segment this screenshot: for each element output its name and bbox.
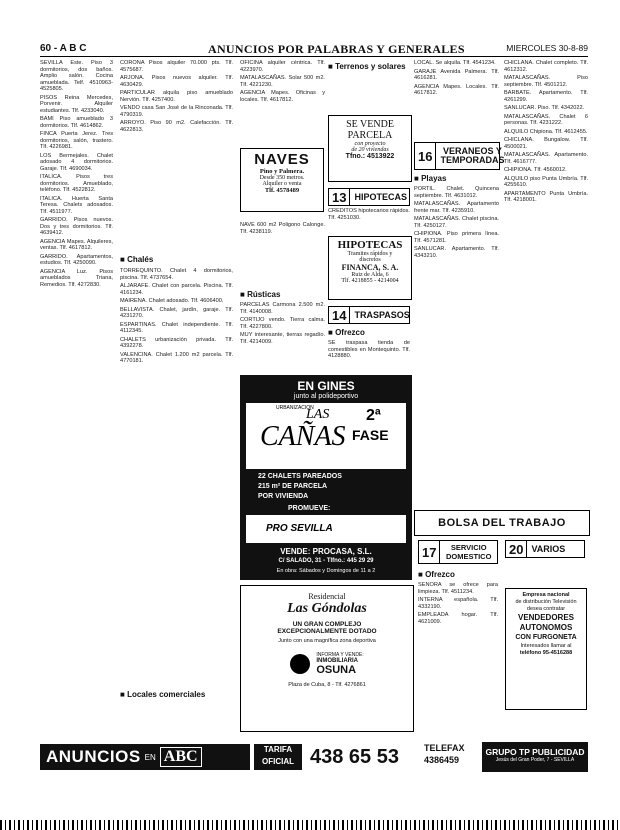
section-locales: ■ Locales comerciales	[120, 690, 206, 699]
naves-ad	[240, 148, 324, 212]
page-header	[40, 42, 588, 57]
gondolas-line: EXCEPCIONALMENTE DOTADO	[277, 628, 377, 635]
footer-tarifa: TARIFA	[263, 745, 293, 754]
classified-ad: LOCAL. Se alquila. Tlf. 4541234.	[414, 60, 496, 66]
classified-ad: BARBATE. Apartamento. Tlf. 4261299.	[504, 90, 588, 103]
column-2	[120, 60, 233, 300]
section-label: Terrenos y solares	[335, 62, 406, 71]
gondolas-line: Las Góndolas	[287, 601, 367, 616]
section-label: VERANEOS Y TEMPORADAS	[440, 146, 505, 165]
gines-line: junto al polideportivo	[293, 393, 359, 400]
anuncios-block	[40, 744, 250, 770]
classified-ad: ARROYO. Piso 90 m2. Calefacción. Tlf. 4622813.	[120, 120, 233, 133]
gondolas-line: INMOBILIARIA	[316, 658, 358, 664]
column-5	[414, 60, 499, 140]
section-label: SERVICIO DOMESTICO	[446, 543, 492, 561]
financa-line: FINANCA, S. A.	[341, 263, 399, 272]
classified-ad: CHICLANA. Bungalow. Tlf. 4500021.	[504, 137, 588, 150]
classified-ad: MATALASCAÑAS. Chalet piscina. Tlf. 4250127.	[414, 216, 499, 229]
gines-line: POR VIVIENDA	[258, 493, 309, 500]
gondolas-line: Plaza de Cuba, 8 - Tlf. 4276861	[288, 682, 366, 688]
naves-phone: Tlf. 4578489	[264, 187, 300, 194]
bottom-scan-edge	[0, 820, 620, 830]
gondolas-line: Residencial	[308, 592, 346, 601]
section-label: HIPOTECAS	[354, 191, 407, 202]
gines-line: 215 m² DE PARCELA	[258, 483, 328, 490]
section-playas: ■ Playas	[414, 174, 447, 183]
footer-anuncios: ANUNCIOS	[46, 747, 141, 766]
classified-ad: LOS Bermejales. Chalet adosado 4 dormitorios. Garaje. Tlf. 4690034.	[40, 152, 113, 172]
classified-ad: MATALASCAÑAS. Piso septiembre. Tlf. 4501212.	[504, 75, 588, 88]
telefax-block	[424, 742, 465, 766]
grupo-block	[482, 742, 588, 772]
classified-ad: GARRIDO. Pisos nuevos. Dos y tres dormitorios. Tlf. 4639412.	[40, 217, 113, 236]
classified-ad: SEÑORA se ofrece para limpieza. Tlf. 4511234.	[418, 582, 498, 595]
classified-ad: SE traspasa tienda de comestibles en Montequinto. Tlf. 4128880.	[328, 340, 410, 359]
classified-ad: CORONA Pisos alquiler 70.000 pts. Tlf. 4575687.	[120, 60, 233, 73]
parcela-line: SE VENDE	[346, 119, 394, 130]
section-label: Locales comerciales	[127, 690, 206, 699]
section-number: 20	[506, 541, 527, 557]
bolsa-trabajo-banner	[414, 510, 590, 536]
section-label: TRASPASOS	[354, 309, 410, 320]
financa-line: discretos	[359, 257, 381, 263]
empresa-line: CON FURGONETA	[515, 634, 577, 641]
column-3	[240, 60, 325, 142]
footer-telefax-label: TELEFAX	[424, 743, 465, 753]
gines-line: En obra: Sábados y Domingos de 11 a 2	[276, 568, 376, 574]
footer-phone: 438 65 53	[310, 746, 399, 768]
classified-ad: FINCA Puerta Jerez. Tres dormitorios, salón, trastero. Tlf. 4226981.	[40, 131, 113, 150]
column-1	[40, 60, 113, 736]
gondolas-line: OSUNA	[316, 664, 357, 676]
classified-ad: MUY interesante, tierras regadío. Tlf. 4214009.	[240, 332, 325, 345]
classified-ad: BAMI Piso amueblado 3 dormitorios. Tlf. 4614862.	[40, 116, 113, 129]
section-number: 13	[329, 189, 350, 205]
classified-ad: AGENCIA Mapes. Oficinas y locales. Tlf. 4617812.	[240, 90, 325, 103]
classified-ad: APARTAMENTO Punta Umbría. Tlf. 4218001.	[504, 190, 588, 203]
column-5b	[414, 186, 499, 501]
classified-ad: NAVE 600 m2 Poligono Calonge. Tlf. 4238119.	[240, 222, 325, 235]
classified-ad: ALQUILO piso Punta Umbría. Tlf. 4255610.	[504, 175, 588, 188]
empresa-line: Interesados llamar al	[520, 643, 572, 649]
classified-ad: TORREQUINTO. Chalet 4 dormitorios, piscina. Tlf. 4737654.	[120, 268, 233, 281]
parcela-phone: Tfno.: 4513922	[345, 153, 395, 160]
page-date: MIERCOLES 30-8-89	[506, 43, 588, 53]
section-label: Ofrezco	[335, 328, 365, 337]
footer-en: EN	[144, 752, 156, 762]
empresa-line: teléfono 95-4516288	[519, 650, 573, 656]
tarifa-block	[254, 744, 302, 770]
classified-ad: GARAJE Avenida Palmera. Tlf. 4616281.	[414, 68, 499, 81]
classified-ad: PARCELAS Carmona 2.500 m2. Tlf. 4140008.	[240, 302, 325, 315]
empresa-line: AUTONOMOS	[519, 623, 573, 632]
section-label: VARIOS	[531, 543, 566, 554]
financa-line: HIPOTECAS	[337, 239, 403, 251]
gondolas-line: INFORMA Y VENDE:	[316, 652, 364, 658]
classified-ad: MATALASCAÑAS. Solar 500 m2. Tlf. 4221230.	[240, 75, 325, 88]
traspasos-heading	[328, 306, 410, 324]
classified-ad: MATALASCAÑAS. Apartamento frente mar. Tlf. 4235910.	[414, 201, 499, 214]
gondolas-line: UN GRAN COMPLEJO	[292, 621, 362, 628]
parcela-ad	[328, 115, 412, 182]
bolsa-trabajo-title: BOLSA DEL TRABAJO	[438, 517, 566, 529]
gines-line: EN GINES	[297, 379, 355, 393]
gines-line: FASE	[352, 427, 389, 443]
naves-line: Pino y Palmera.	[259, 168, 305, 175]
gines-line: CAÑAS	[260, 421, 346, 452]
gondolas-ad	[240, 585, 414, 732]
classified-ad: ALQUILO Chipiona. Tlf. 4612455.	[504, 128, 588, 135]
gines-line: 2ª	[366, 407, 381, 424]
classified-ad: INTERNA española. Tlf. 4332190.	[418, 597, 498, 610]
gines-promo-panel	[246, 515, 406, 543]
varios-heading	[505, 540, 585, 558]
classified-ad: CHICLANA. Chalet completo. Tlf. 4612312.	[504, 60, 588, 73]
classified-ad: ITALICA. Huerta Santa Teresa. Chalets adosados. Tlf. 4511977.	[40, 195, 113, 215]
financa-phone: Tlf. 4218855 - 4214004	[341, 278, 399, 284]
section-label: Rústicas	[247, 290, 281, 299]
classified-ad: PARTICULAR alquila piso amueblado Nervión. Tlf. 4257400.	[120, 90, 233, 103]
gines-panel	[246, 403, 406, 469]
classified-ad: SEVILLA Este. Piso 3 dormitorios, dos baños. Amplio salón. Cocina amueblada. Telf. 4510963-4525805.	[40, 60, 113, 92]
section-number: 14	[329, 307, 350, 323]
column-5c	[418, 582, 498, 732]
classified-ad: ESPARTINAS. Chalet independiente. Tlf. 4112345.	[120, 321, 233, 334]
empresa-line: Empresa nacional	[522, 592, 570, 598]
hipotecas-text	[328, 208, 410, 234]
footer-oficial: OFICIAL	[262, 757, 294, 766]
classified-ad: AGENCIA Luz. Pisos amueblados Triana, Remedios. Tlf. 4272830.	[40, 268, 113, 288]
classified-ad: VENDO casa San José de la Rinconada. Tlf. 4790319.	[120, 105, 233, 118]
classified-ad: PORTIL. Chalet. Quincena septiembre. Tlf. 4631012.	[414, 186, 499, 199]
footer-grupo-sub: Jesús del Gran Poder, 7 - SEVILLA	[495, 757, 575, 763]
gines-line: URBANIZACION	[276, 405, 314, 411]
veraneos-heading	[414, 142, 505, 170]
hipotecas-heading	[328, 188, 410, 206]
classified-ad: MATALASCAÑAS. Apartamento. Tlf. 4616777.	[504, 152, 588, 165]
section-ofrezco: ■ Ofrezco	[328, 328, 365, 337]
gines-line: VENDE: PROCASA, S.L.	[280, 547, 372, 556]
footer-grupo: GRUPO TP PUBLICIDAD	[485, 747, 585, 757]
section-chalets: ■ Chalés	[120, 255, 154, 264]
parcela-line: PARCELA	[347, 130, 393, 141]
financa-ad	[328, 236, 412, 300]
column-3c	[240, 302, 325, 372]
gines-line: LAS	[306, 407, 330, 422]
section-rusticas: ■ Rústicas	[240, 290, 281, 299]
classified-ad: SANLUCAR. Piso. Tlf. 4342022.	[504, 105, 585, 111]
column-2b	[120, 268, 233, 678]
section-ofrezco-2: ■ Ofrezco	[418, 570, 455, 579]
gondolas-logo-row	[241, 652, 413, 676]
classified-ad: PISOS Reina Mercedes, Porvenir. Alquiler estudiantes. Tlf. 4233040.	[40, 94, 113, 114]
gines-ad	[240, 375, 412, 580]
financa-line: Tramites rápidos y	[347, 251, 393, 257]
financa-line: Ruiz de Alda, 6	[351, 272, 389, 278]
classified-ad: AGENCIA Mapes. Locales. Tlf. 4617812.	[414, 83, 499, 96]
servicio-heading	[418, 540, 498, 564]
naves-line: Desde 350 metros.	[259, 175, 305, 181]
classified-ad: MAIRENA. Chalet adosado. Tlf. 4606400.	[120, 298, 224, 304]
section-number: 16	[415, 143, 436, 169]
classified-ad: BELLAVISTA. Chalet, jardín, garaje. Tlf. 4231270.	[120, 306, 233, 319]
gines-line: PRO SEVILLA	[266, 523, 333, 534]
empresa-ad	[505, 588, 587, 710]
classified-ad: CHALETS urbanización privada. Tlf. 4392278.	[120, 336, 233, 349]
classified-ad: CREDITOS hipotecarios rápidos. Tlf. 4251030.	[328, 208, 410, 221]
naves-line: Alquiler o venta	[262, 181, 302, 187]
classified-ad: GARRIDO. Apartamentos, estudios. Tlf. 4250090.	[40, 253, 113, 266]
classified-ad: VALENCINA. Chalet 1.200 m2 parcela. Tlf. 4770181.	[120, 351, 233, 364]
classified-ad: ARJONA. Pisos nuevos alquiler. Tlf. 4630429.	[120, 75, 233, 88]
gines-line: C/ SALADO, 31 - Tlfno.: 445 29 29	[278, 558, 374, 564]
empresa-line: de distribución Televisión	[515, 599, 577, 605]
footer-banner	[40, 740, 588, 780]
classified-ad: ALJARAFE. Chalet con parcela. Piscina. Tlf. 4161234.	[120, 283, 233, 296]
section-label: Ofrezco	[425, 570, 455, 579]
empresa-line: desea contratar	[526, 606, 566, 612]
footer-telefax: 4386459	[424, 755, 460, 765]
classified-ad: AGENCIA Mapes. Alquileres, ventas. Tlf. 4617812.	[40, 238, 113, 251]
footer-abc: ABC	[160, 747, 202, 767]
traspasos-text	[328, 340, 410, 370]
classified-ad: EMPLEADA hogar. Tlf. 4621009.	[418, 612, 498, 625]
classified-ad: CHIPIONA. Piso primera línea. Tlf. 4571281.	[414, 231, 499, 244]
empresa-line: VENDEDORES	[517, 613, 574, 622]
osuna-text	[316, 652, 363, 676]
classified-ad: MATALASCAÑAS. Chalet 6 personas. Tlf. 4231222.	[504, 113, 588, 126]
naves-title: NAVES	[254, 151, 310, 168]
column-3b	[240, 222, 325, 282]
gines-line: 22 CHALETS PAREADOS	[258, 473, 342, 480]
classified-ad: ITALICA. Pisos tres dormitorios. Amueblado, teléfono. Tlf. 4522812.	[40, 174, 113, 193]
parcela-line: con proyecto	[354, 141, 386, 147]
page-title: ANUNCIOS POR PALABRAS Y GENERALES	[208, 42, 465, 56]
parcela-line: de 20 viviendas	[351, 147, 389, 153]
section-label: Playas	[421, 174, 447, 183]
section-terrenos: ■ Terrenos y solares	[328, 62, 406, 71]
page-number: 60 - A B C	[40, 43, 87, 54]
column-6	[504, 60, 588, 500]
osuna-logo-icon	[290, 654, 310, 674]
classified-ad: OFICINA alquiler céntrica. Tlf. 4223970.	[240, 60, 325, 73]
classified-ad: CORTIJO vendo. Tierra calma. Tlf. 4227800.	[240, 317, 325, 330]
gines-line: PROMUEVE:	[288, 505, 331, 512]
gondolas-line: Junto con una magnífica zona deportiva	[278, 638, 376, 644]
classified-ad: SANLUCAR. Apartamento. Tlf. 4343210.	[414, 246, 499, 259]
section-number: 17	[419, 541, 440, 563]
section-label: Chalés	[127, 255, 154, 264]
classified-ad: CHIPIONA. Tlf. 4560012.	[504, 167, 567, 173]
